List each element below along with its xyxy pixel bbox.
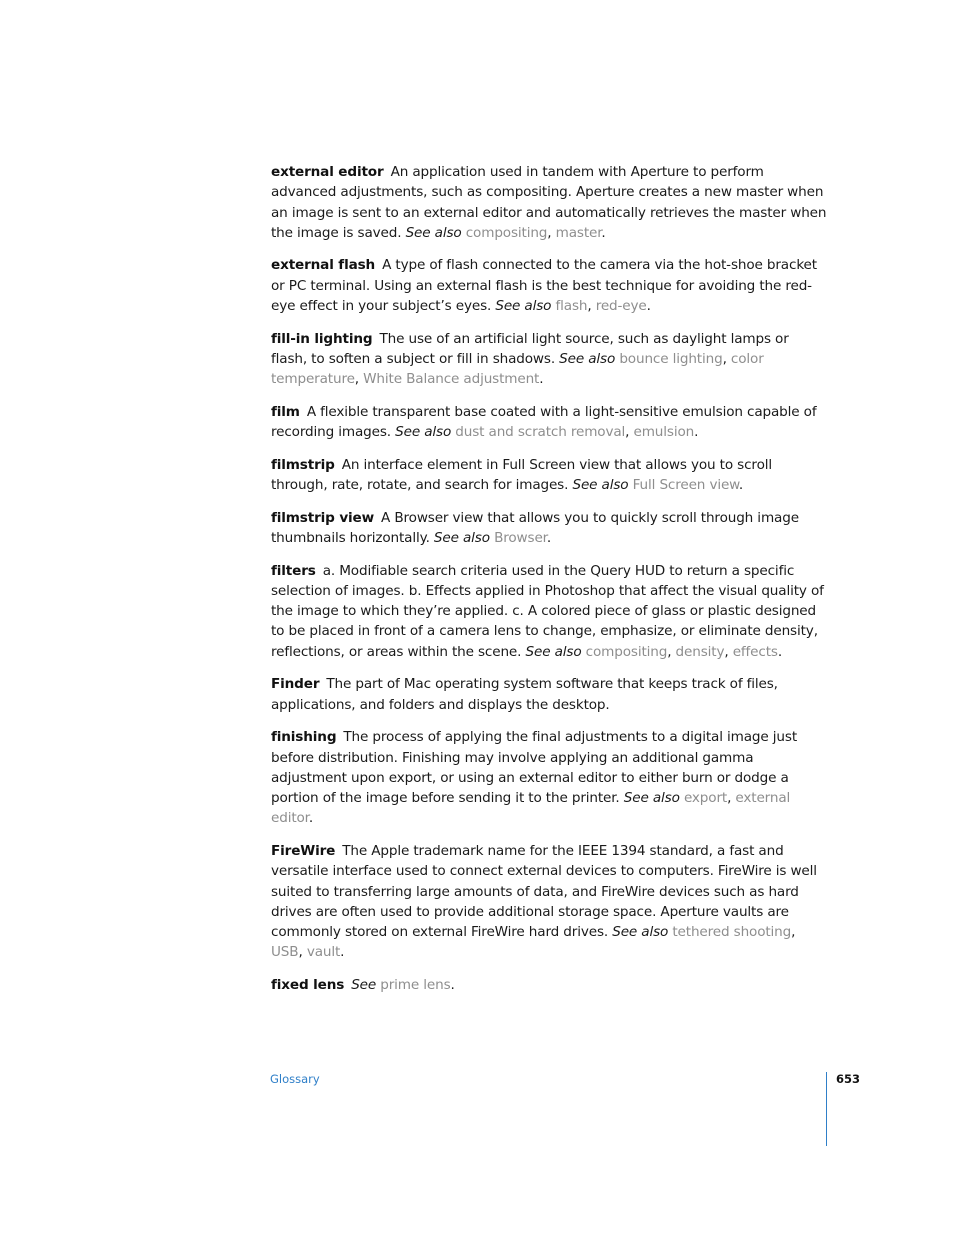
cross-reference-link[interactable]: compositing — [465, 224, 548, 241]
glossary-entry: FireWire The Apple trademark name for the IEEE 1394 standard, a fast and versatile interface used to connect external devices to computers. FireWire is well suited to transferring large amounts of data, and FireWire devices such as hard drives are often used to provide additional storage space. Aperture vaults are commonly stored on external FireWire hard drives. See also tethered shooting, USB, vault. — [271, 842, 817, 961]
glossary-term: external flash — [271, 257, 376, 274]
glossary-definition: a. Modifiable search criteria used in the Query HUD to return a specific selection of images. b. Effects applied in Photoshop that affect the visual quality of the image to which they’re applied. c. A colored piece of glass or plastic designed to be placed in front of a camera lens to change, emphasize, or eliminate density, reflections, or areas within the scene. — [271, 562, 824, 660]
glossary-definition: An interface element in Full Screen view that allows you to scroll through, rate, rotate, and search for images. — [271, 456, 772, 494]
cross-reference-link[interactable]: Browser — [494, 529, 547, 546]
see-also-label: See also — [572, 477, 629, 494]
cross-reference-link[interactable]: prime lens — [380, 977, 451, 994]
see-also-label: See also — [525, 643, 582, 660]
see-also-label: See also — [612, 924, 669, 941]
footer-section-label[interactable]: Glossary — [270, 1072, 320, 1086]
see-also-label: See also — [433, 529, 490, 546]
glossary-definition: The part of Mac operating system software that keeps track of files, applications, and folders and displays the desktop. — [271, 676, 778, 713]
cross-reference-link[interactable]: Full Screen view — [632, 477, 739, 494]
see-also-label: See also — [559, 350, 616, 367]
cross-reference-link[interactable]: dust and scratch removal — [455, 424, 626, 441]
cross-reference-link[interactable]: density — [675, 643, 725, 660]
glossary-definition: The use of an artificial light source, such as daylight lamps or flash, to soften a subject or fill in shadows. — [271, 330, 789, 367]
glossary-term: fill-in lighting — [271, 330, 373, 347]
glossary-definition: The Apple trademark name for the IEEE 1394 standard, a fast and versatile interface used to connect external devices to computers. FireWire is well suited to transferring large amounts of data, and FireWire devices such as hard drives are often used to provide additional storage space. Aperture vaults are commonly stored on external FireWire hard drives. — [271, 842, 817, 941]
cross-reference-link[interactable]: red-eye — [595, 298, 647, 315]
see-also-label: See also — [495, 298, 552, 315]
glossary-entry: filters a. Modifiable search criteria used in the Query HUD to return a specific selection of images. b. Effects applied in Photoshop that affect the visual quality of the image to which they’re applied. c. A colored piece of glass or plastic designed to be placed in front of a camera lens to change, emphasize, or eliminate density, reflections, or areas within the scene. See also compositing, density, effects. — [271, 562, 824, 660]
glossary-entry: film A flexible transparent base coated with a light-sensitive emulsion capable of recording images. See also dust and scratch removal, emulsion. — [271, 403, 817, 441]
glossary-term: fixed lens — [271, 977, 345, 994]
glossary-entry: external flash A type of flash connected to the camera via the hot-shoe bracket or PC terminal. Using an external flash is the best technique for avoiding the red-eye effect in your subject’s eyes. See also flash, red-eye. — [271, 257, 817, 315]
cross-reference-link[interactable]: flash — [555, 298, 588, 315]
cross-reference-link[interactable]: export — [683, 790, 728, 807]
glossary-definition: A Browser view that allows you to quickly scroll through image thumbnails horizontally. — [271, 509, 799, 546]
footer-divider — [826, 1072, 827, 1146]
cross-reference-link[interactable]: external editor — [271, 790, 791, 827]
glossary-entries — [271, 162, 827, 1008]
see-also-label: See also — [405, 224, 462, 241]
cross-reference-link[interactable]: bounce lighting — [619, 350, 723, 367]
glossary-entry: external editor An application used in tandem with Aperture to perform advanced adjustments, such as compositing. Aperture creates a new master when an image is sent to an external editor and automatically retrieves the master when the image is saved. See also compositing, master. — [271, 164, 827, 241]
glossary-entry: filmstrip view A Browser view that allows you to quickly scroll through image thumbnails horizontally. See also Browser. — [271, 509, 799, 546]
cross-reference-link[interactable]: White Balance adjustment — [363, 371, 540, 388]
see-also-label: See also — [395, 424, 452, 441]
glossary-term: external editor — [271, 164, 384, 180]
glossary-definition: A type of flash connected to the camera via the hot-shoe bracket or PC terminal. Using an external flash is the best technique for avoiding the red-eye effect in your subject’s eyes. — [271, 257, 817, 315]
cross-reference-link[interactable]: tethered shooting — [672, 924, 792, 941]
glossary-term: film — [271, 403, 300, 420]
cross-reference-link[interactable]: compositing — [585, 643, 668, 660]
glossary-entry: fill-in lighting The use of an artificial light source, such as daylight lamps or flash, to soften a subject or fill in shadows. See also bounce lighting, color temperature, White Balance adjustment. — [271, 330, 789, 388]
cross-reference-link[interactable]: master — [555, 224, 602, 241]
glossary-definition: An application used in tandem with Aperture to perform advanced adjustments, such as compositing. Aperture creates a new master when an image is sent to an external editor and automatically retrieves the master when the image is saved. — [271, 164, 827, 241]
cross-reference-link[interactable]: USB — [271, 944, 299, 961]
page-number: 653 — [836, 1072, 861, 1086]
glossary-definition: The process of applying the final adjustments to a digital image just before distribution. Finishing may involve applying an additional gamma adjustment upon export, or using an external editor to either burn or dodge a portion of the image before sending it to the printer. — [271, 729, 798, 807]
glossary-definition: A flexible transparent base coated with a light-sensitive emulsion capable of recording images. — [271, 403, 817, 441]
glossary-term: FireWire — [271, 842, 336, 859]
cross-reference-link[interactable]: emulsion — [633, 424, 695, 441]
glossary-entry: finishing The process of applying the final adjustments to a digital image just before distribution. Finishing may involve applying an additional gamma adjustment upon export, or using an external editor to either burn or dodge a portion of the image before sending it to the printer. See also export, external editor. — [271, 729, 798, 827]
glossary-entry — [271, 674, 827, 715]
cross-reference-link[interactable]: vault — [306, 944, 341, 961]
glossary-term: filmstrip view — [271, 509, 375, 526]
glossary-entry: filmstrip An interface element in Full Screen view that allows you to scroll through, rate, rotate, and search for images. See also Full Screen view. — [271, 456, 772, 494]
glossary-entry: fixed lens See prime lens. — [271, 977, 455, 994]
cross-reference-link[interactable]: effects — [732, 643, 778, 660]
glossary-term: finishing — [271, 729, 337, 746]
glossary-term: filters — [271, 562, 316, 579]
glossary-term: filmstrip — [271, 456, 335, 473]
see-also-label: See also — [623, 790, 680, 807]
see-also-label: See — [351, 977, 377, 994]
cross-reference-link[interactable]: color temperature — [271, 350, 764, 388]
glossary-term: Finder — [271, 676, 320, 693]
